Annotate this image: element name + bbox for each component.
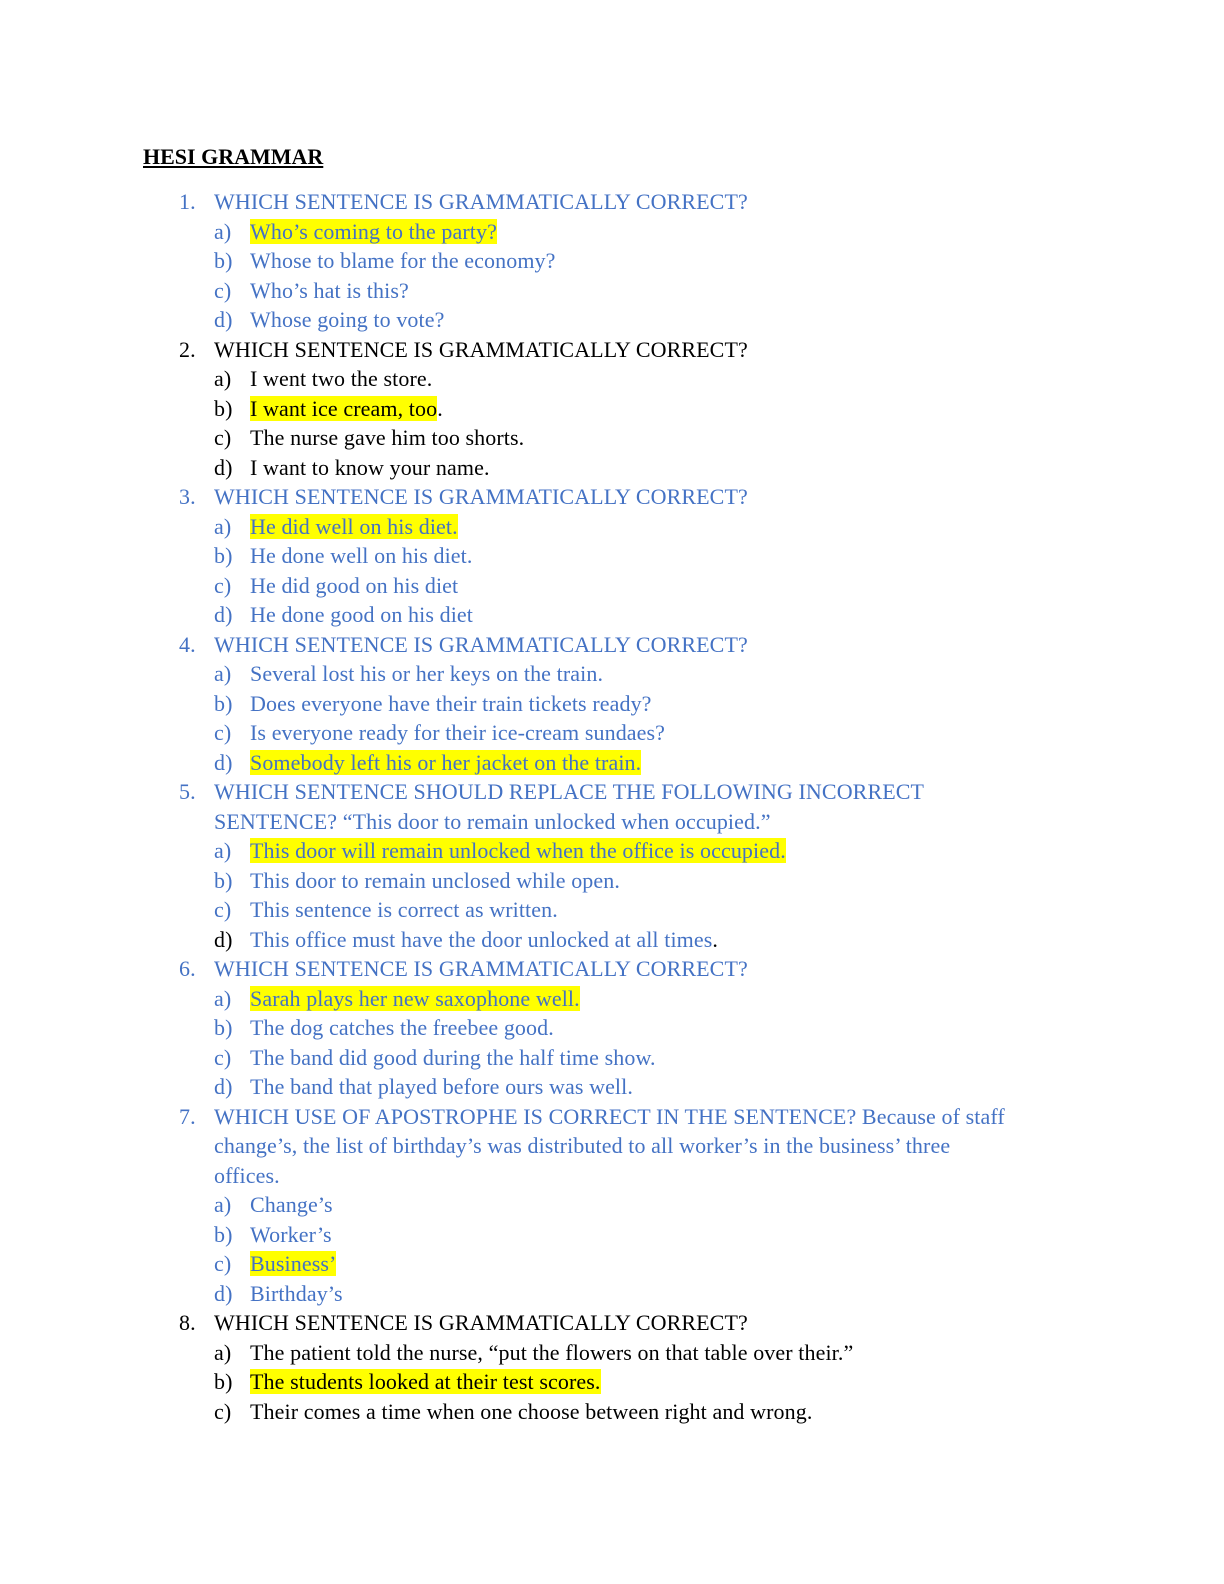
option-text-wrap	[250, 750, 641, 776]
option-text-wrap	[250, 1222, 332, 1248]
option-text: Several lost his or her keys on the train.	[250, 661, 604, 686]
option-text-wrap	[250, 1281, 343, 1307]
option-text: I went two the store.	[250, 366, 433, 391]
option-letter: b)	[214, 1222, 233, 1247]
option-text-highlighted: Somebody left his or her jacket on the train.	[250, 750, 642, 775]
option-letter: d)	[214, 1281, 233, 1306]
option-letter: d)	[214, 455, 233, 480]
option-letter: b)	[214, 1369, 233, 1394]
option-letter: a)	[214, 1340, 232, 1365]
option-letter: d)	[214, 927, 233, 952]
option-letter: a)	[214, 661, 232, 686]
question-text: WHICH SENTENCE IS GRAMMATICALLY CORRECT?	[214, 337, 748, 362]
option-letter: b)	[214, 396, 233, 421]
option-letter: a)	[214, 838, 232, 863]
option-text: This door to remain unclosed while open.	[250, 868, 620, 893]
option-text-wrap	[250, 986, 580, 1012]
option-letter: c)	[214, 720, 232, 745]
question-number: 6.	[179, 956, 196, 981]
option-text-wrap	[250, 868, 620, 894]
option-letter: d)	[214, 307, 233, 332]
question-number: 7.	[179, 1104, 196, 1129]
option-text-highlighted: He did well on his diet.	[250, 514, 458, 539]
page-title: HESI GRAMMAR	[143, 144, 324, 169]
option-text-highlighted: Who’s coming to the party?	[250, 219, 497, 244]
question-text: WHICH SENTENCE IS GRAMMATICALLY CORRECT?	[214, 956, 748, 981]
option-letter: c)	[214, 573, 232, 598]
option-text-wrap	[250, 455, 490, 481]
option-suffix: .	[437, 396, 443, 421]
option-text-wrap	[250, 691, 652, 717]
option-text: The dog catches the freebee good.	[250, 1015, 554, 1040]
option-text-wrap	[250, 838, 786, 864]
option-text-highlighted: I want ice cream, too	[250, 396, 438, 421]
option-letter: c)	[214, 278, 232, 303]
question-text: WHICH SENTENCE IS GRAMMATICALLY CORRECT?	[214, 632, 748, 657]
option-text-wrap	[250, 1399, 812, 1425]
question-text: offices.	[214, 1163, 280, 1188]
option-text-wrap	[250, 1340, 853, 1366]
option-text-wrap	[250, 425, 524, 451]
option-letter: b)	[214, 1015, 233, 1040]
option-text-highlighted: Business’	[250, 1251, 337, 1276]
question-number: 3.	[179, 484, 196, 509]
option-letter: c)	[214, 1399, 232, 1424]
option-text: Change’s	[250, 1192, 333, 1217]
option-text-wrap	[250, 927, 718, 953]
option-letter: c)	[214, 897, 232, 922]
question-text: change’s, the list of birthday’s was distributed to all worker’s in the business’ three	[214, 1133, 951, 1158]
option-text: Worker’s	[250, 1222, 332, 1247]
option-text-wrap	[250, 278, 409, 304]
option-text: Birthday’s	[250, 1281, 343, 1306]
option-text: Is everyone ready for their ice-cream sundaes?	[250, 720, 666, 745]
option-letter: c)	[214, 425, 232, 450]
question-text: SENTENCE? “This door to remain unlocked when occupied.”	[214, 809, 771, 834]
option-letter: b)	[214, 868, 233, 893]
option-letter: c)	[214, 1045, 232, 1070]
option-text-wrap	[250, 248, 556, 274]
option-text: He did good on his diet	[250, 573, 459, 598]
option-letter: d)	[214, 1074, 233, 1099]
question-text: WHICH USE OF APOSTROPHE IS CORRECT IN THE SENTENCE? Because of staff	[214, 1104, 1005, 1129]
option-text: He done good on his diet	[250, 602, 473, 627]
option-text: Their comes a time when one choose between right and wrong.	[250, 1399, 813, 1424]
question-number: 1.	[179, 189, 196, 214]
option-text: Who’s hat is this?	[250, 278, 409, 303]
option-text-wrap	[250, 514, 458, 540]
option-text-wrap	[250, 543, 472, 569]
option-letter: b)	[214, 691, 233, 716]
question-text: WHICH SENTENCE IS GRAMMATICALLY CORRECT?	[214, 1310, 748, 1335]
question-text: WHICH SENTENCE IS GRAMMATICALLY CORRECT?	[214, 189, 748, 214]
question-text: WHICH SENTENCE SHOULD REPLACE THE FOLLOWING INCORRECT	[214, 779, 925, 804]
option-text: Whose going to vote?	[250, 307, 445, 332]
option-text-highlighted: The students looked at their test scores.	[250, 1369, 601, 1394]
option-letter: a)	[214, 366, 232, 391]
option-text: The patient told the nurse, “put the flowers on that table over their.”	[250, 1340, 854, 1365]
option-letter: a)	[214, 986, 232, 1011]
option-text-wrap	[250, 573, 458, 599]
option-text-highlighted: This door will remain unlocked when the office is occupied.	[250, 838, 786, 863]
option-text-wrap	[250, 1045, 656, 1071]
option-text-wrap	[250, 720, 665, 746]
option-letter: c)	[214, 1251, 232, 1276]
option-text-wrap	[250, 1074, 633, 1100]
option-text-wrap	[250, 1015, 554, 1041]
option-text: Whose to blame for the economy?	[250, 248, 556, 273]
option-letter: a)	[214, 219, 232, 244]
option-text-wrap	[250, 1369, 601, 1395]
option-letter: a)	[214, 1192, 232, 1217]
option-letter: a)	[214, 514, 232, 539]
option-text: This sentence is correct as written.	[250, 897, 558, 922]
question-text: WHICH SENTENCE IS GRAMMATICALLY CORRECT?	[214, 484, 748, 509]
option-suffix: .	[712, 927, 719, 952]
option-text: The nurse gave him too shorts.	[250, 425, 525, 450]
option-text: This office must have the door unlocked at all times	[250, 927, 713, 952]
option-text-wrap	[250, 661, 603, 687]
option-text: I want to know your name.	[250, 455, 490, 480]
option-letter: b)	[214, 248, 233, 273]
option-text-wrap	[250, 219, 497, 245]
question-number: 5.	[179, 779, 196, 804]
option-text-wrap	[250, 897, 558, 923]
option-text-wrap	[250, 602, 473, 628]
option-text: The band did good during the half time show.	[250, 1045, 656, 1070]
option-letter: b)	[214, 543, 233, 568]
option-text-wrap	[250, 1192, 333, 1218]
option-text: He done well on his diet.	[250, 543, 473, 568]
option-text-highlighted: Sarah plays her new saxophone well.	[250, 986, 580, 1011]
option-letter: d)	[214, 750, 233, 775]
question-number: 8.	[179, 1310, 196, 1335]
question-number: 4.	[179, 632, 196, 657]
option-text: Does everyone have their train tickets ready?	[250, 691, 652, 716]
option-text-wrap	[250, 366, 432, 392]
option-text-wrap	[250, 307, 444, 333]
option-text: The band that played before ours was well.	[250, 1074, 633, 1099]
question-number: 2.	[179, 337, 196, 362]
option-text-wrap	[250, 396, 443, 422]
option-letter: d)	[214, 602, 233, 627]
option-text-wrap	[250, 1251, 336, 1277]
